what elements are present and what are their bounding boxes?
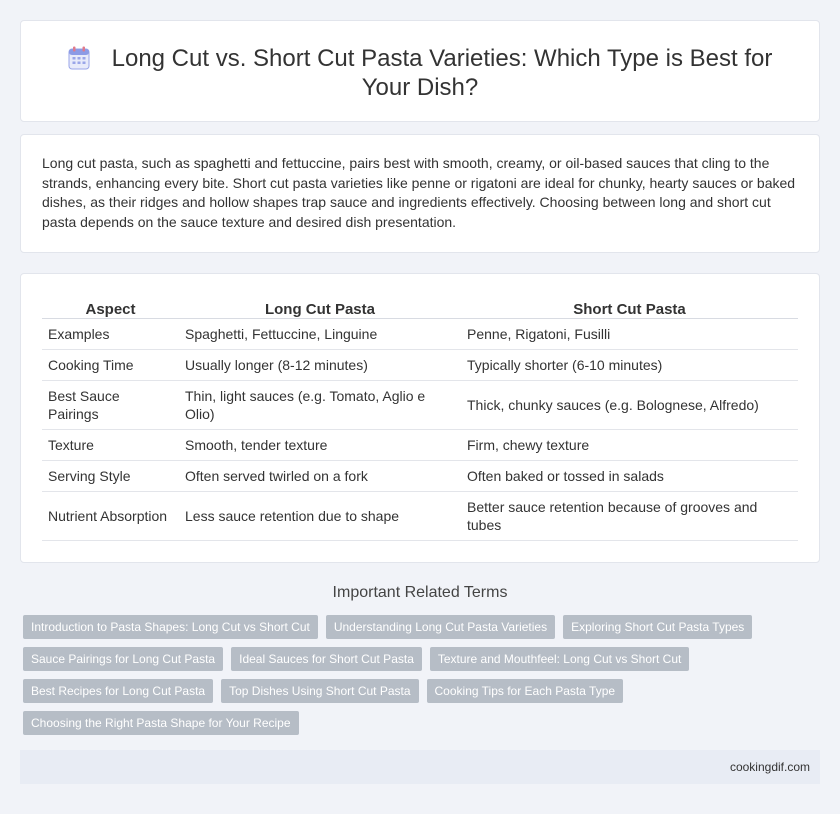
table-cell: Often served twirled on a fork bbox=[179, 460, 461, 491]
related-terms-list bbox=[23, 615, 823, 743]
table-cell: Penne, Rigatoni, Fusilli bbox=[461, 318, 798, 349]
intro-card bbox=[20, 134, 820, 253]
table-cell: Firm, chewy texture bbox=[461, 429, 798, 460]
footer-site-link[interactable]: cookingdif.com bbox=[729, 760, 810, 774]
table-cell: Texture bbox=[42, 429, 179, 460]
table-cell: Examples bbox=[42, 318, 179, 349]
table-cell: Usually longer (8-12 minutes) bbox=[179, 349, 461, 380]
table-row bbox=[42, 318, 798, 349]
title-card bbox=[20, 20, 820, 122]
table-cell: Thin, light sauces (e.g. Tomato, Aglio e Olio) bbox=[179, 380, 461, 429]
intro-paragraph: Long cut pasta, such as spaghetti and fettuccine, pairs best with smooth, creamy, or oil-based sauces that cling to the strands, enhancing every bite. Short cut pasta varieties like penne or rigatoni are ideal for chunky, hearty sauces or baked dishes, as their ridges and hollow shapes trap sauce and ingredients effectively. Choosing between long and short cut pasta depends on the sauce texture and desired dish presentation. bbox=[42, 155, 796, 230]
header-short-cut: Short Cut Pasta bbox=[461, 296, 798, 318]
table-header-row bbox=[42, 296, 798, 318]
related-term-tag[interactable]: Top Dishes Using Short Cut Pasta bbox=[221, 679, 418, 703]
table-cell: Spaghetti, Fettuccine, Linguine bbox=[179, 318, 461, 349]
title-text: Long Cut vs. Short Cut Pasta Varieties: Which Type is Best for Your Dish? bbox=[111, 45, 773, 101]
table-cell: Serving Style bbox=[42, 460, 179, 491]
table-cell: Typically shorter (6-10 minutes) bbox=[461, 349, 798, 380]
table-cell: Thick, chunky sauces (e.g. Bolognese, Alfredo) bbox=[461, 380, 798, 429]
table-cell: Better sauce retention because of grooves and tubes bbox=[461, 491, 798, 540]
header-long-cut: Long Cut Pasta bbox=[179, 296, 461, 318]
comparison-table bbox=[42, 296, 798, 541]
related-term-tag[interactable]: Exploring Short Cut Pasta Types bbox=[563, 615, 752, 639]
related-term-tag[interactable]: Cooking Tips for Each Pasta Type bbox=[427, 679, 624, 703]
header-aspect: Aspect bbox=[42, 296, 179, 318]
related-term-tag[interactable]: Introduction to Pasta Shapes: Long Cut vs Short Cut bbox=[23, 615, 318, 639]
table-cell: Less sauce retention due to shape bbox=[179, 491, 461, 540]
related-term-tag[interactable]: Sauce Pairings for Long Cut Pasta bbox=[23, 647, 223, 671]
related-terms-heading: Important Related Terms bbox=[332, 584, 508, 601]
table-cell: Nutrient Absorption bbox=[42, 491, 179, 540]
table-row bbox=[42, 429, 798, 460]
related-term-tag[interactable]: Texture and Mouthfeel: Long Cut vs Short Cut bbox=[430, 647, 689, 671]
table-cell: Often baked or tossed in salads bbox=[461, 460, 798, 491]
related-term-tag[interactable]: Understanding Long Cut Pasta Varieties bbox=[326, 615, 555, 639]
table-cell: Smooth, tender texture bbox=[179, 429, 461, 460]
related-term-tag[interactable]: Choosing the Right Pasta Shape for Your Recipe bbox=[23, 711, 299, 735]
table-row bbox=[42, 460, 798, 491]
calendar-icon bbox=[68, 46, 90, 70]
footer bbox=[20, 750, 820, 784]
related-term-tag[interactable]: Best Recipes for Long Cut Pasta bbox=[23, 679, 213, 703]
table-row bbox=[42, 491, 798, 540]
page-title bbox=[21, 44, 819, 102]
comparison-card bbox=[20, 273, 820, 563]
related-term-tag[interactable]: Ideal Sauces for Short Cut Pasta bbox=[231, 647, 422, 671]
table-row bbox=[42, 349, 798, 380]
table-row bbox=[42, 380, 798, 429]
table-cell: Best Sauce Pairings bbox=[42, 380, 179, 429]
table-cell: Cooking Time bbox=[42, 349, 179, 380]
